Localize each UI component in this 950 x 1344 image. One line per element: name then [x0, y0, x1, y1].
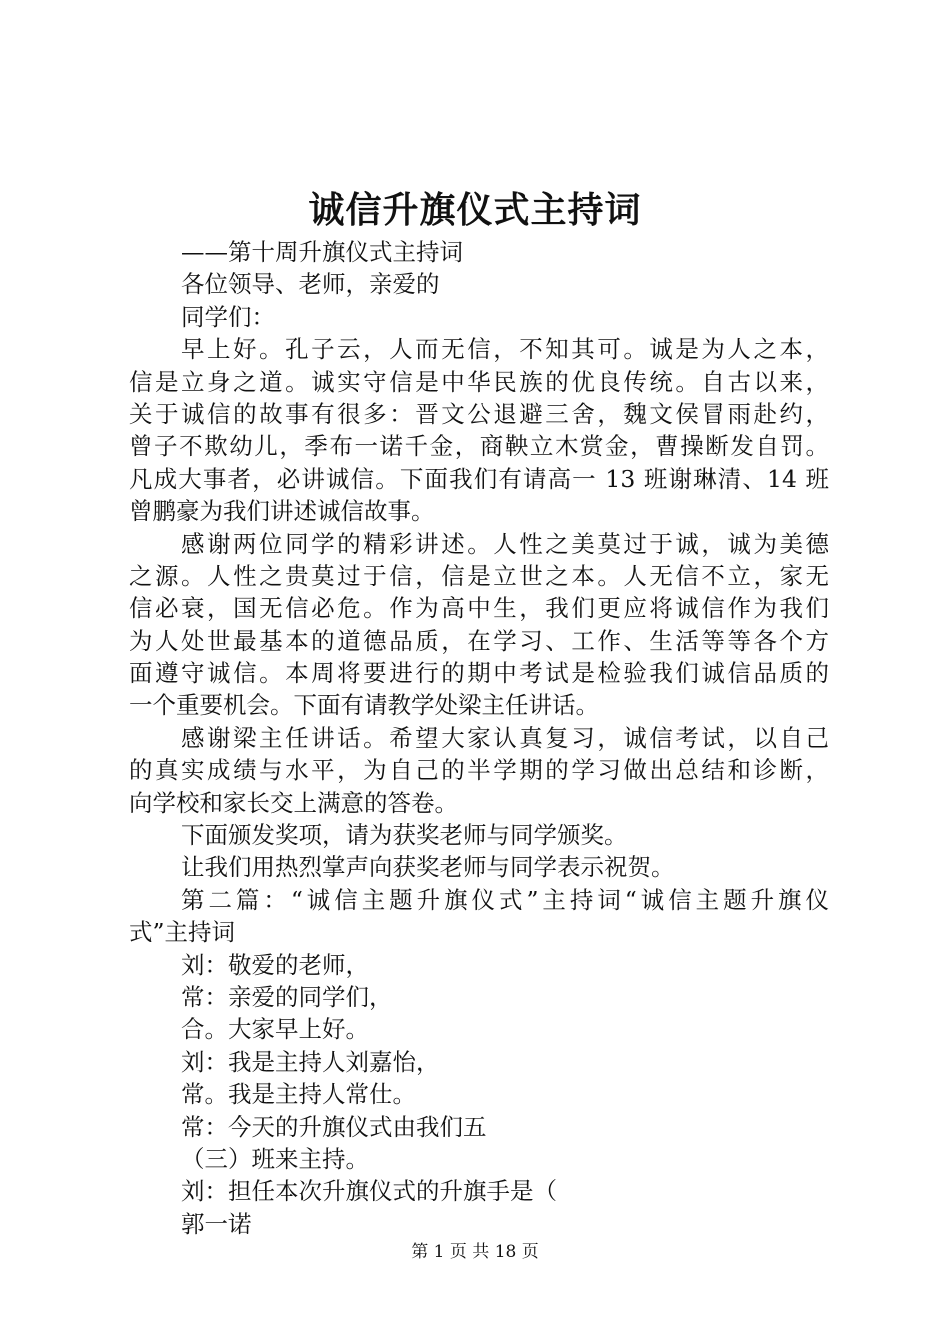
text-line: 的真实成绩与水平，为自己的半学期的学习做出总结和诊断，	[129, 756, 829, 785]
text-line: 郭一诺	[181, 1209, 252, 1238]
text-line: 同学们：	[181, 302, 275, 331]
text-line: 刘：我是主持人刘嘉怡，	[181, 1047, 440, 1076]
text-line: 面遵守诚信。本周将要进行的期中考试是检验我们诚信品质的	[129, 659, 829, 688]
text-line: 信是立身之道。诚实守信是中华民族的优良传统。自古以来，	[129, 367, 829, 396]
text-line: 常：今天的升旗仪式由我们五	[181, 1112, 487, 1141]
document-title: 诚信升旗仪式主持词	[308, 189, 642, 231]
text-line: 让我们用热烈掌声向获奖老师与同学表示祝贺。	[181, 853, 675, 882]
text-line: 为人处世最基本的道德品质，在学习、工作、生活等等各个方	[129, 626, 829, 655]
text-line: 合。大家早上好。	[181, 1015, 369, 1044]
text-line: 常：亲爱的同学们，	[181, 982, 393, 1011]
text-line: 一个重要机会。下面有请教学处梁主任讲话。	[129, 691, 599, 720]
text-line: 第二篇：“诚信主题升旗仪式”主持词“诚信主题升旗仪	[181, 885, 829, 914]
text-line: 常。我是主持人常仕。	[181, 1080, 416, 1109]
text-line: 之源。人性之贵莫过于信，信是立世之本。人无信不立，家无	[129, 561, 829, 590]
text-line: 向学校和家长交上满意的答卷。	[129, 788, 458, 817]
text-line: 曾子不欺幼儿，季布一诺千金，商鞅立木赏金，曹操断发自罚。	[129, 432, 829, 461]
text-line: 感谢梁主任讲话。希望大家认真复习，诚信考试，以自己	[181, 723, 829, 752]
text-line: 下面颁发奖项，请为获奖老师与同学颁奖。	[181, 821, 628, 850]
text-line: 刘：担任本次升旗仪式的升旗手是（	[181, 1177, 557, 1206]
text-line: 式”主持词	[129, 918, 236, 947]
text-line: ——第十周升旗仪式主持词	[181, 238, 463, 266]
text-line: （三）班来主持。	[181, 1144, 369, 1173]
text-line: 早上好。孔子云，人而无信，不知其可。诚是为人之本，	[181, 335, 829, 364]
text-line: 凡成大事者，必讲诚信。下面我们有请高一 13 班谢琳清、14 班	[129, 464, 829, 493]
text-line: 感谢两位同学的精彩讲述。人性之美莫过于诚，诚为美德	[181, 529, 829, 558]
document-body	[129, 236, 829, 1240]
text-line: 刘：敬爱的老师，	[181, 950, 369, 979]
text-line: 信必衰，国无信必危。作为高中生，我们更应将诚信作为我们	[129, 594, 829, 623]
text-line: 曾鹏豪为我们讲述诚信故事。	[129, 497, 435, 526]
page-footer: 第 1 页 共 18 页	[411, 1242, 539, 1262]
text-line: 关于诚信的故事有很多：晋文公退避三舍，魏文侯冒雨赴约，	[129, 399, 829, 428]
text-line: 各位领导、老师，亲爱的	[181, 270, 440, 299]
